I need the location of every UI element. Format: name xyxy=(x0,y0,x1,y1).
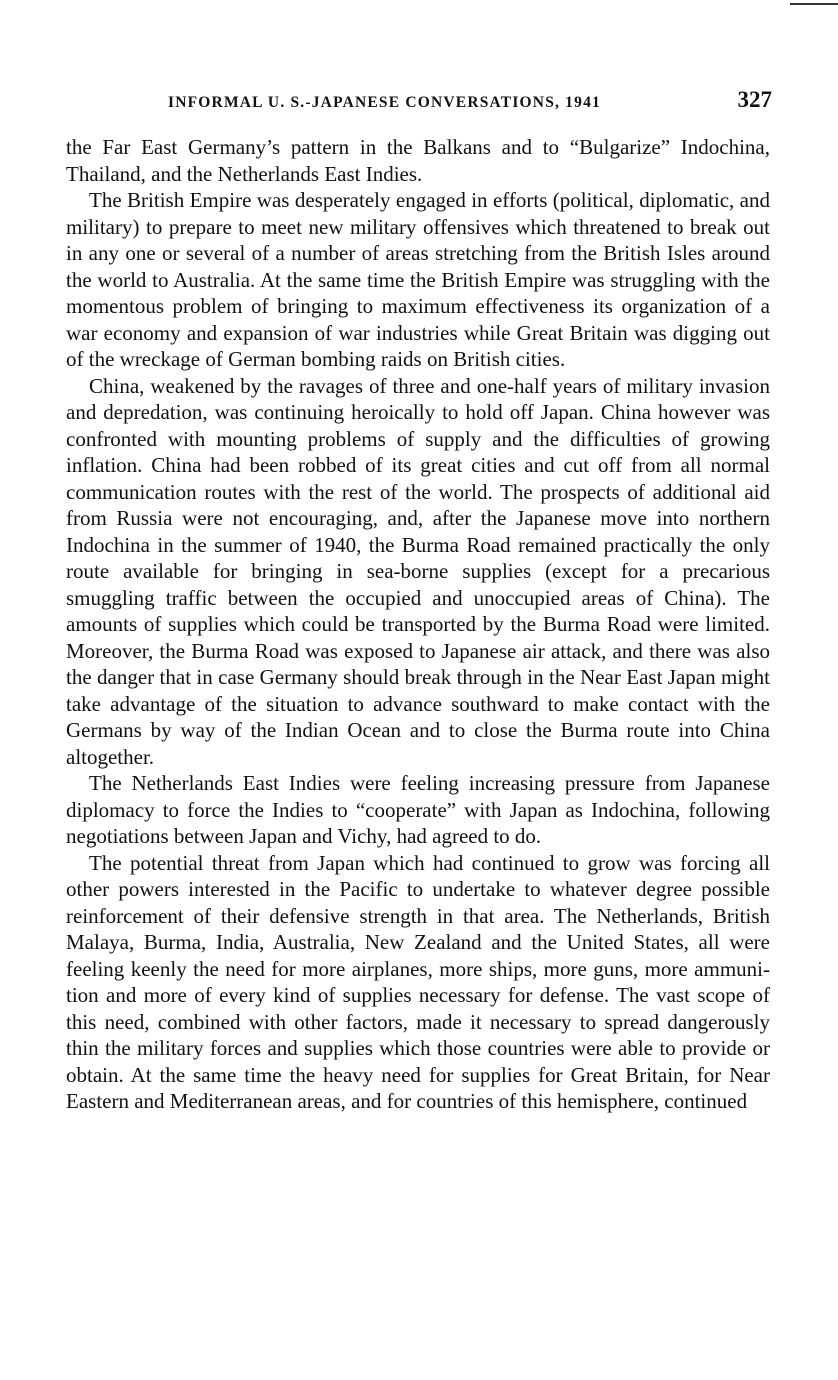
paragraph: China, weakened by the ravages of three and one-half years of military invasion and depredation, was continuing heroically to hold off Japan. China however was confronted with mounting problems of supply and the difficulties of growing inflation. China had been robbed of its great cities and cut off from all normal communication routes with the rest of the world. The prospects of additional aid from Russia were not encouraging, and, after the Japanese move into northern Indochina in the summer of 1940, the Burma Road remained practically the only route available for bringing in sea-borne supplies (except for a precarious smuggling traffic between the occupied and unoccupied areas of China). The amounts of supplies which could be transported by the Burma Road were limited. Moreover, the Burma Road was exposed to Japanese air attack, and there was also the danger that in case Germany should break through in the Near East Japan might take advantage of the situation to advance southward to make contact with the Germans by way of the Indian Ocean and to close the Burma route into China altogether. xyxy=(66,373,770,769)
paragraph: The Netherlands East Indies were feeling increasing pressure from Japanese diplomacy to force the Indies to “cooperate” with Japan as Indochina, following negotiations between Japan and Vichy, had agreed to do. xyxy=(66,771,770,848)
page-number: 327 xyxy=(737,87,772,112)
page-edge-mark xyxy=(790,3,838,5)
paragraph: the Far East Germany’s pattern in the Balkans and to “Bulgarize” Indochina, Thailand, and the Netherlands East Indies. xyxy=(66,135,770,186)
page-header xyxy=(66,88,772,118)
body-text xyxy=(66,134,770,1115)
paragraph: The potential threat from Japan which had continued to grow was forcing all other powers interested in the Pacific to undertake to whatever degree possible reinforcement of their defensive strength in that area. The Netherlands, British Malaya, Burma, India, Australia, New Zealand and the United States, all were feeling keenly the need for more airplanes, more ships, more guns, more ammunition and more of every kind of supplies necessary for defense. The vast scope of this need, combined with other factors, made it necessary to spread dangerously thin the military forces and supplies which those countries were able to provide or obtain. At the same time the heavy need for supplies for Great Britain, for Near Eastern and Mediterranean areas, and for countries of this hemisphere, continued xyxy=(66,850,770,1113)
paragraph: The British Empire was desperately engaged in efforts (political, diplomatic, and military) to prepare to meet new military offensives which threatened to break out in any one or several of a number of areas stretching from the British Isles around the world to Australia. At the same time the British Empire was struggling with the momentous problem of bringing to maximum effectiveness its organization of a war economy and expansion of war industries while Great Britain was digging out of the wreckage of German bombing raids on British cities. xyxy=(66,188,770,371)
running-head: INFORMAL U. S.-JAPANESE CONVERSATIONS, 1941 xyxy=(168,94,601,111)
